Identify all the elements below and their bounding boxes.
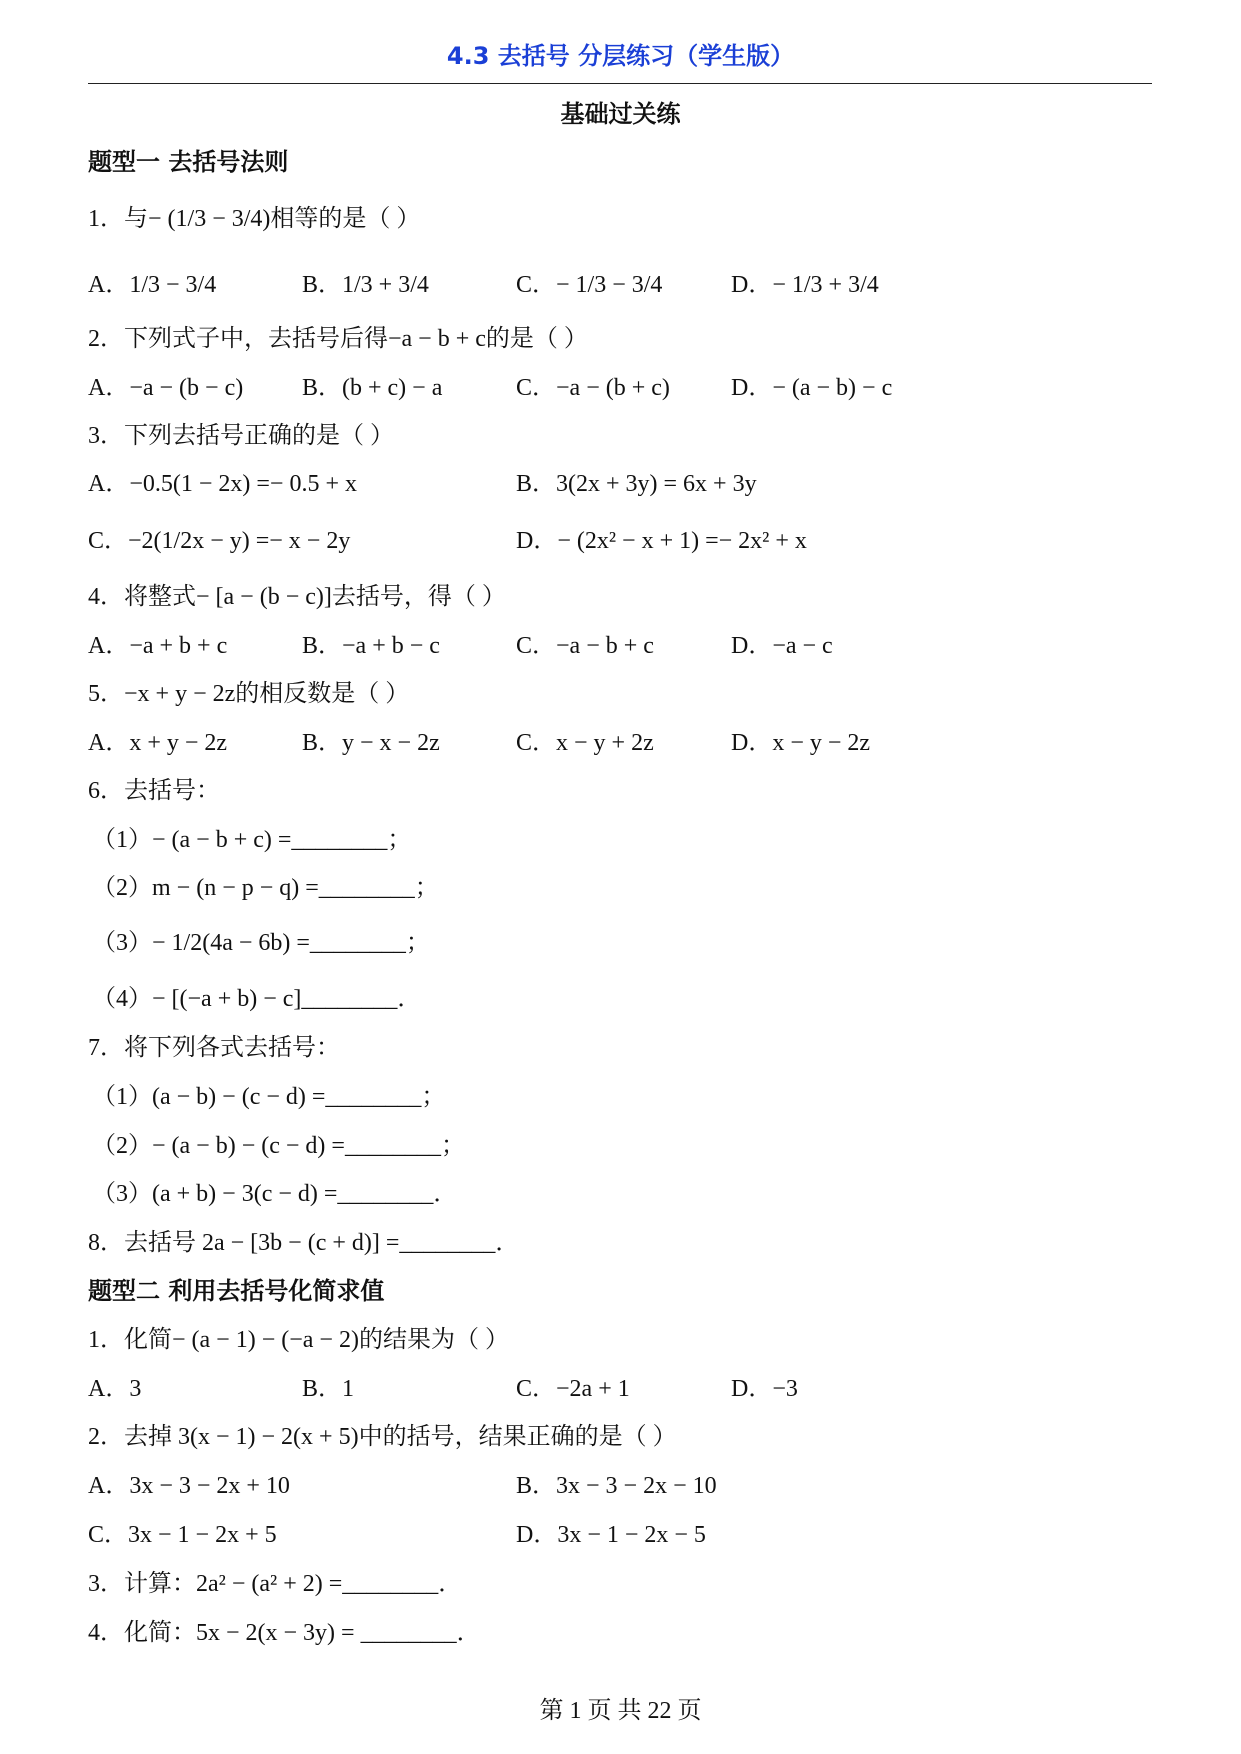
p2-q1-option-b: B．1 xyxy=(302,1376,355,1402)
document-title: 4.3 去括号 分层练习（学生版） xyxy=(446,42,795,70)
q3-stem: 3．下列去括号正确的是（ ） xyxy=(88,423,394,449)
p2-q1-option-c: C．−2a + 1 xyxy=(516,1376,630,1402)
q1-option-b: B．1/3 + 3/4 xyxy=(302,272,429,298)
q2-stem: 2．下列式子中，去括号后得−a − b + c的是（ ） xyxy=(88,326,588,352)
q2-option-a: A．−a − (b − c) xyxy=(88,375,244,401)
q2-option-d: D．− (a − b) − c xyxy=(731,375,893,401)
q7-item-1: （1）(a − b) − (c − d) =________； xyxy=(92,1084,446,1110)
q3-option-b: B．3(2x + 3y) = 6x + 3y xyxy=(516,471,757,497)
p2-q2-option-d: D．3x − 1 − 2x − 5 xyxy=(516,1522,706,1548)
p2-q1-option-d: D．−3 xyxy=(731,1376,798,1402)
q5-stem: 5．−x + y − 2z的相反数是（ ） xyxy=(88,681,410,707)
p2-q2-option-c: C．3x − 1 − 2x + 5 xyxy=(88,1522,277,1548)
q4-option-b: B．−a + b − c xyxy=(302,633,440,659)
p2-q2-stem: 2．去掉 3(x − 1) − 2(x + 5)中的括号，结果正确的是（ ） xyxy=(88,1424,677,1450)
q6-stem: 6．去括号： xyxy=(88,778,220,804)
q8-stem: 8．去括号 2a − [3b − (c + d)] =________． xyxy=(88,1230,520,1256)
q5-option-c: C．x − y + 2z xyxy=(516,730,654,756)
q3-option-d: D．− (2x² − x + 1) =− 2x² + x xyxy=(516,528,807,554)
q6-item-3: （3）− 1/2(4a − 6b) =________； xyxy=(92,930,430,956)
q4-option-d: D．−a − c xyxy=(731,633,833,659)
q2-option-b: B．(b + c) − a xyxy=(302,375,443,401)
q1-option-d: D．− 1/3 + 3/4 xyxy=(731,272,879,298)
q5-option-a: A．x + y − 2z xyxy=(88,730,228,756)
part2-heading: 题型二 利用去括号化简求值 xyxy=(88,1277,385,1305)
q5-option-b: B．y − x − 2z xyxy=(302,730,440,756)
q1-stem: 1．与− (1/3 − 3/4)相等的是（ ） xyxy=(88,206,421,232)
p2-q1-stem: 1．化简− (a − 1) − (−a − 2)的结果为（ ） xyxy=(88,1327,509,1353)
q5-option-d: D．x − y − 2z xyxy=(731,730,871,756)
p2-q1-option-a: A．3 xyxy=(88,1376,142,1402)
q7-item-2: （2）− (a − b) − (c − d) =________； xyxy=(92,1133,465,1159)
q6-item-1: （1）− (a − b + c) =________； xyxy=(92,827,412,853)
p2-q2-option-a: A．3x − 3 − 2x + 10 xyxy=(88,1473,290,1499)
q3-option-a: A．−0.5(1 − 2x) =− 0.5 + x xyxy=(88,471,357,497)
p2-q4-stem: 4．化简：5x − 2(x − 3y) = ________． xyxy=(88,1620,481,1646)
part1-heading: 题型一 去括号法则 xyxy=(88,148,289,176)
q1-option-c: C．− 1/3 − 3/4 xyxy=(516,272,663,298)
q6-item-4: （4）− [(−a + b) − c]________． xyxy=(92,986,422,1012)
q7-stem: 7．将下列各式去括号： xyxy=(88,1035,340,1061)
p2-q2-option-b: B．3x − 3 − 2x − 10 xyxy=(516,1473,717,1499)
page-footer: 第 1 页 共 22 页 xyxy=(539,1698,702,1724)
section-title: 基础过关练 xyxy=(560,100,681,128)
q2-option-c: C．−a − (b + c) xyxy=(516,375,670,401)
title-divider xyxy=(88,83,1152,84)
q4-option-a: A．−a + b + c xyxy=(88,633,228,659)
q6-item-2: （2）m − (n − p − q) =________； xyxy=(92,875,439,901)
q4-option-c: C．−a − b + c xyxy=(516,633,654,659)
q4-stem: 4．将整式− [a − (b − c)]去括号，得（ ） xyxy=(88,584,506,610)
q7-item-3: （3）(a + b) − 3(c − d) =________． xyxy=(92,1181,458,1207)
q1-option-a: A．1/3 − 3/4 xyxy=(88,272,217,298)
p2-q3-stem: 3．计算：2a² − (a² + 2) =________． xyxy=(88,1571,463,1597)
q3-option-c: C．−2(1/2x − y) =− x − 2y xyxy=(88,528,351,554)
